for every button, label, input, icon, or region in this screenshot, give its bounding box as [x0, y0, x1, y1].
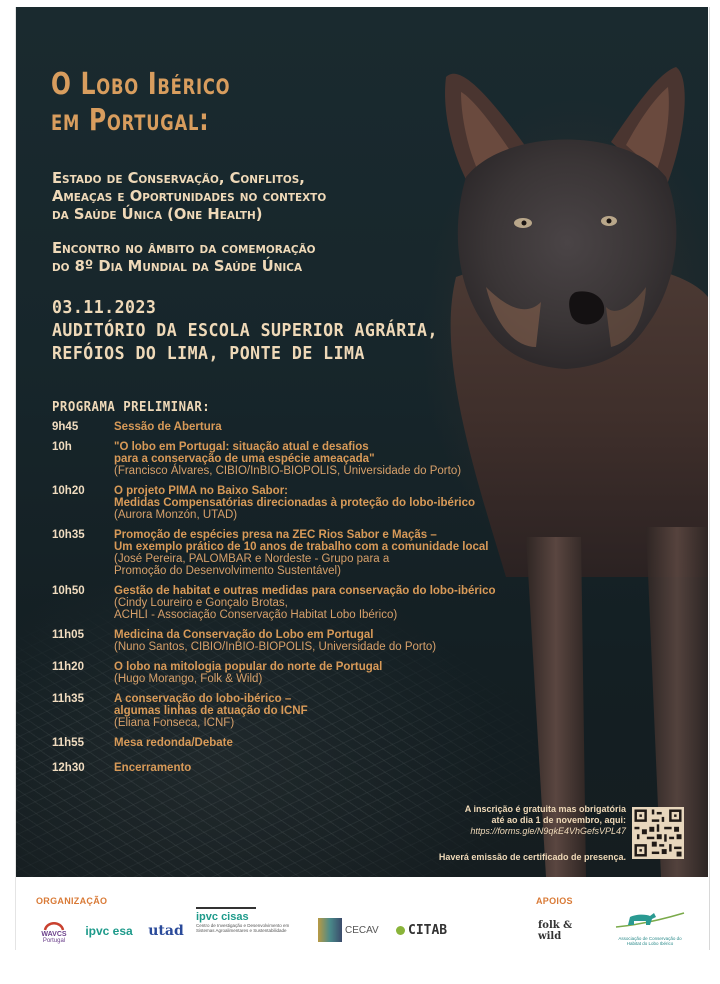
organization-label: ORGANIZAÇÃO [36, 896, 108, 906]
program-speaker: (Francisco Álvares, CIBIO/InBIO-BIOPOLIS, Universidade do Porto) [114, 465, 462, 477]
logo-text: CECAV [345, 924, 379, 936]
program-title: A conservação do lobo-ibérico – [114, 693, 292, 705]
logo-achli [612, 909, 688, 947]
logo-text: ipvc esa [85, 924, 133, 938]
poster-subtitle [52, 169, 326, 223]
program-item [52, 485, 612, 521]
program-item [52, 762, 612, 774]
program-list [52, 421, 612, 782]
program-time: 11h55 [52, 737, 84, 749]
program-speaker: (Nuno Santos, CIBIO/InBIO-BIOPOLIS, Universidade do Porto) [114, 641, 437, 653]
program-item [52, 585, 612, 621]
poster-title [51, 67, 230, 139]
logo-subtext: Associação de Conservação do Habitat do Lobo Ibérico [618, 936, 682, 946]
event-date: 03.11.2023 [52, 297, 157, 318]
event-line: do 8º Dia Mundial da Saúde Única [52, 257, 303, 275]
support-label: APOIOS [536, 896, 573, 906]
program-time: 11h20 [52, 661, 84, 673]
program-title: Promoção de espécies presa na ZEC Rios Sabor e Maçãs – [114, 529, 437, 541]
program-item [52, 661, 612, 685]
logo-subtext: Portugal [42, 937, 66, 944]
sponsors-footer [16, 877, 708, 950]
wavcs-emblem-icon [43, 919, 65, 931]
program-speaker: ACHLI - Associação Conservação Habitat Lobo Ibérico) [114, 609, 398, 621]
logo-text: WAVCS [41, 930, 67, 938]
program-time: 10h35 [52, 529, 85, 541]
logo-utad [144, 921, 188, 941]
title-line-1: O Lobo Ibérico [51, 67, 231, 102]
program-item [52, 421, 612, 433]
program-item [52, 529, 612, 577]
program-item [52, 693, 612, 729]
subtitle-line: Ameaças e Oportunidades no contexto [52, 187, 327, 205]
logo-subtext: Centro de Investigação e Desenvolvimento em Sistemas Agroalimentares e Sustentabilidade [196, 923, 290, 933]
program-title: Encerramento [114, 762, 192, 774]
program-item [52, 441, 612, 477]
program-item [52, 629, 612, 653]
registration-link[interactable]: https://forms.gle/N9qkE4VhGefsVPL47 [470, 826, 626, 836]
logo-cecav [318, 917, 382, 943]
program-title: O projeto PIMA no Baixo Sabor: [114, 485, 288, 497]
program-speaker: (Cindy Loureiro e Gonçalo Brotas, [114, 597, 288, 609]
program-title: "O lobo em Portugal: situação atual e desafios [114, 441, 369, 453]
program-title: Medidas Compensatórias direcionadas à proteção do lobo-ibérico [114, 497, 476, 509]
logo-text: CITAB [408, 922, 448, 938]
logo-text: folk & wild [538, 920, 573, 942]
cecav-emblem-icon [318, 918, 342, 942]
program-time: 11h35 [52, 693, 84, 705]
logo-wavcs [36, 915, 72, 947]
program-title: Gestão de habitat e outras medidas para conservação do lobo-ibérico [114, 585, 496, 597]
registration-info [416, 804, 626, 837]
logo-text: ipvc cisas [196, 911, 249, 923]
subtitle-line: da Saúde Única (One Health) [52, 205, 263, 223]
qr-code-icon[interactable] [632, 807, 684, 859]
program-title: algumas linhas de atuação do ICNF [114, 705, 308, 717]
program-time: 12h30 [52, 762, 85, 774]
logo-text: utad [148, 923, 184, 939]
program-title: O lobo na mitologia popular do norte de Portugal [114, 661, 383, 673]
program-speaker: Promoção do Desenvolvimento Sustentável) [114, 565, 341, 577]
program-speaker: (Eliana Fonseca, ICNF) [114, 717, 235, 729]
logo-citab [396, 917, 468, 943]
program-time: 10h [52, 441, 72, 453]
logo-ipvc-esa [80, 921, 138, 941]
program-speaker: (Aurora Monzón, UTAD) [114, 509, 238, 521]
certificate-note: Haverá emissão de certificado de presença. [438, 852, 626, 862]
program-time: 9h45 [52, 421, 79, 433]
program-item [52, 737, 612, 749]
logo-folk-wild [538, 920, 596, 942]
program-title: Um exemplo prático de 10 anos de trabalho com a comunidade local [114, 541, 489, 553]
program-time: 10h20 [52, 485, 85, 497]
title-line-2: em Portugal: [51, 103, 210, 138]
venue-line-1: AUDITÓRIO DA ESCOLA SUPERIOR AGRÁRIA, [52, 320, 438, 341]
program-time: 11h05 [52, 629, 84, 641]
cisas-rule [196, 907, 256, 909]
program-title: Mesa redonda/Debate [114, 737, 233, 749]
program-speaker: (José Pereira, PALOMBAR e Nordeste - Grupo para a [114, 553, 390, 565]
program-time: 10h50 [52, 585, 85, 597]
event-description [52, 239, 316, 275]
logo-ipvc-cisas [196, 907, 306, 947]
program-title: para a conservação de uma espécie ameaçada" [114, 453, 375, 465]
program-heading: PROGRAMA PRELIMINAR: [52, 400, 211, 415]
achli-wolf-icon [612, 909, 688, 931]
subtitle-line: Estado de Conservação, Conflitos, [52, 169, 305, 187]
program-speaker: (Hugo Morango, Folk & Wild) [114, 673, 263, 685]
event-line: Encontro no âmbito da comemoração [52, 239, 316, 257]
venue-line-2: REFÓIOS DO LIMA, PONTE DE LIMA [52, 343, 365, 364]
citab-emblem-icon [396, 926, 405, 935]
registration-line: até ao dia 1 de novembro, aqui: [491, 815, 626, 825]
program-title: Medicina da Conservação do Lobo em Portugal [114, 629, 374, 641]
date-venue [52, 296, 438, 365]
registration-line: A inscrição é gratuita mas obrigatória [464, 804, 626, 814]
program-title: Sessão de Abertura [114, 421, 222, 433]
event-poster [16, 7, 708, 877]
